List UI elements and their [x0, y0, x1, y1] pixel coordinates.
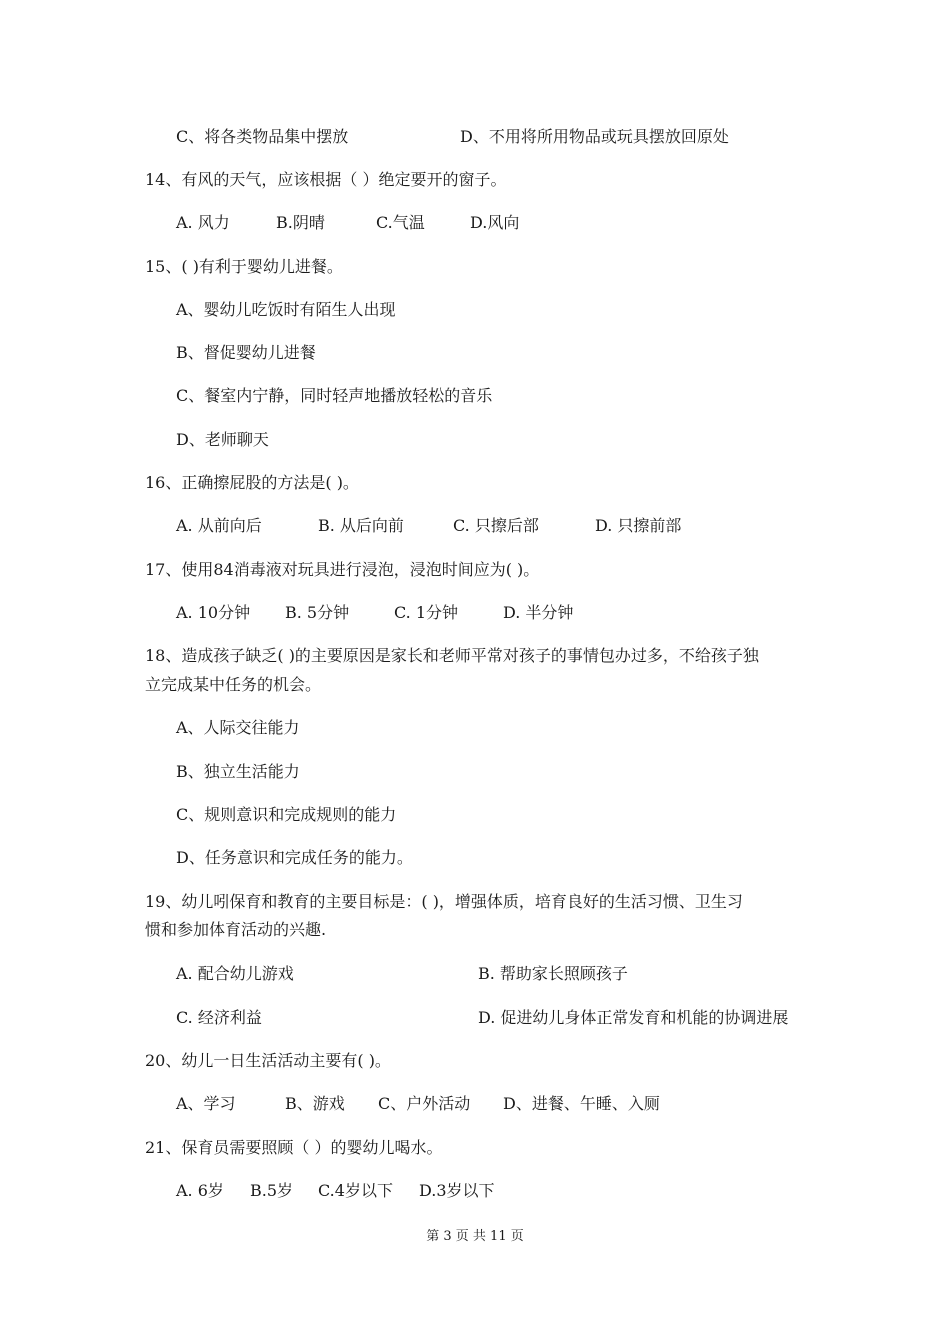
option-21-c: C.4岁以下 [318, 1181, 393, 1200]
option-18-c: C、规则意识和完成规则的能力 [176, 805, 397, 824]
option-18-b: B、独立生活能力 [176, 762, 300, 781]
option-14-b: B.阴晴 [276, 213, 325, 232]
option-16-a: A. 从前向后 [176, 516, 262, 535]
question-17: 17、使用84消毒液对玩具进行浸泡，浸泡时间应为( )。 [145, 560, 540, 579]
option-15-a: A、婴幼儿吃饭时有陌生人出现 [176, 300, 396, 319]
option-18-d: D、任务意识和完成任务的能力。 [176, 848, 413, 867]
question-20: 20、幼儿一日生活活动主要有( )。 [145, 1051, 391, 1070]
option-20-a: A、学习 [176, 1094, 236, 1113]
option-13-c: C、将各类物品集中摆放 [176, 127, 349, 146]
option-19-a: A. 配合幼儿游戏 [176, 964, 294, 983]
option-19-b: B. 帮助家长照顾孩子 [478, 964, 628, 983]
option-20-b: B、游戏 [285, 1094, 345, 1113]
option-21-d: D.3岁以下 [419, 1181, 495, 1200]
option-16-b: B. 从后向前 [318, 516, 404, 535]
option-13-d: D、不用将所用物品或玩具摆放回原处 [460, 127, 729, 146]
question-14: 14、有风的天气，应该根据（ ）绝定要开的窗子。 [145, 170, 507, 189]
question-21: 21、保育员需要照顾（ ）的婴幼儿喝水。 [145, 1138, 443, 1157]
option-14-c: C.气温 [376, 213, 425, 232]
option-20-c: C、户外活动 [378, 1094, 471, 1113]
question-18-line-2: 立完成某中任务的机会。 [145, 675, 322, 694]
question-15: 15、( )有利于婴幼儿进餐。 [145, 257, 343, 276]
option-19-d: D. 促进幼儿身体正常发育和机能的协调进展 [478, 1008, 789, 1027]
page-footer: 第 3 页 共 11 页 [426, 1229, 524, 1244]
option-15-d: D、老师聊天 [176, 430, 269, 449]
option-14-a: A. 风力 [176, 213, 230, 232]
question-19-line-2: 惯和参加体育活动的兴趣. [145, 920, 327, 939]
option-20-d: D、进餐、午睡、入厕 [503, 1094, 660, 1113]
option-17-c: C. 1分钟 [394, 603, 459, 622]
option-16-d: D. 只擦前部 [595, 516, 682, 535]
option-17-a: A. 10分钟 [176, 603, 251, 622]
option-17-b: B. 5分钟 [285, 603, 350, 622]
option-21-b: B.5岁 [250, 1181, 294, 1200]
option-17-d: D. 半分钟 [503, 603, 574, 622]
question-16: 16、正确擦屁股的方法是( )。 [145, 473, 359, 492]
option-14-d: D.风向 [470, 213, 520, 232]
option-19-c: C. 经济利益 [176, 1008, 262, 1027]
option-16-c: C. 只擦后部 [453, 516, 539, 535]
option-15-c: C、餐室内宁静，同时轻声地播放轻松的音乐 [176, 386, 493, 405]
option-18-a: A、人际交往能力 [176, 718, 300, 737]
question-18-line-1: 18、造成孩子缺乏( )的主要原因是家长和老师平常对孩子的事情包办过多，不给孩子独 [145, 646, 759, 665]
question-19-line-1: 19、幼儿吲保育和教育的主要目标是：( )，增强体质，培育良好的生活习惯、卫生习 [145, 892, 743, 911]
option-21-a: A. 6岁 [176, 1181, 224, 1200]
option-15-b: B、督促婴幼儿进餐 [176, 343, 316, 362]
